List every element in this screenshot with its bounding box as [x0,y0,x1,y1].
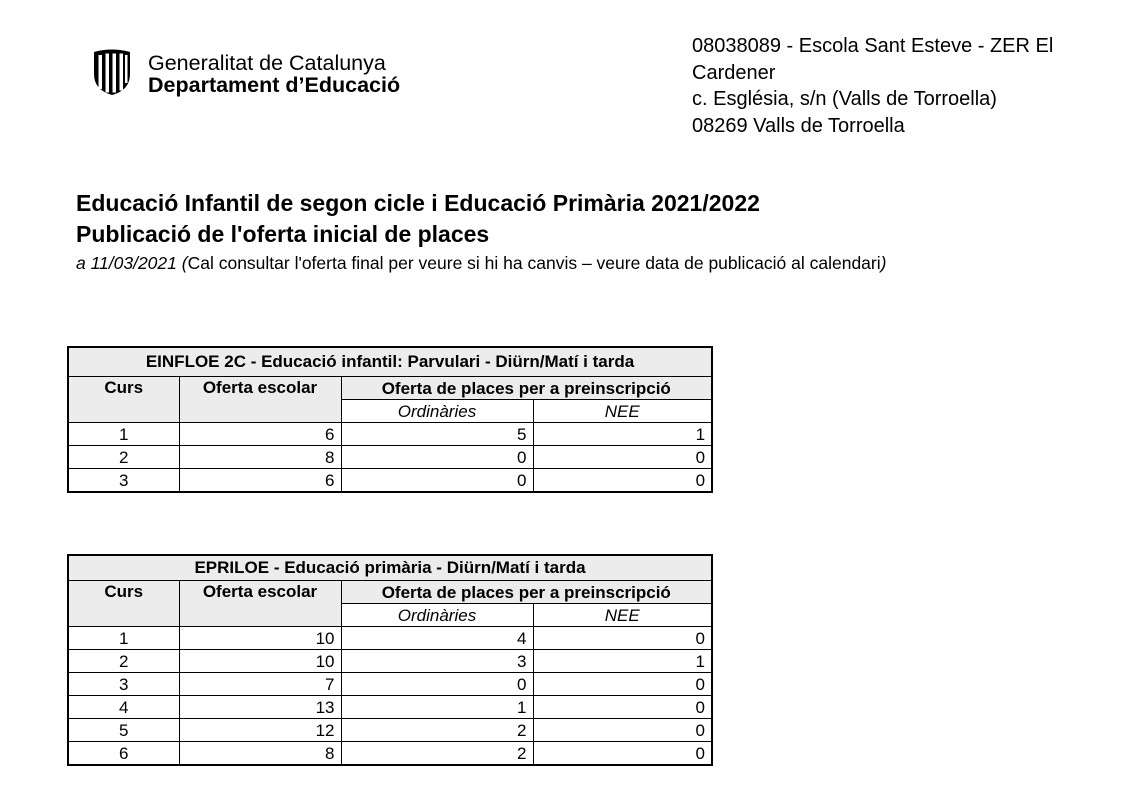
table-row [68,469,712,493]
table-row [68,742,712,766]
cell-nee: 0 [533,673,712,696]
school-name-continued: Cardener [692,61,776,84]
cell-ordinaries: 2 [341,719,533,742]
school-postal: 08269 Valls de Torroella [692,114,905,137]
table-row [68,446,712,469]
cell-ordinaries: 5 [341,423,533,446]
cell-nee: 0 [533,719,712,742]
table-row [68,719,712,742]
note-text: Cal consultar l'oferta final per veure si hi ha canvis – veure data de publicació al calendari [187,253,881,273]
cell-curs: 1 [68,423,179,446]
cell-curs: 3 [68,469,179,493]
col-header-preinscripcio: Oferta de places per a preinscripció [341,377,712,400]
table-row [68,696,712,719]
publication-note [76,251,886,275]
publication-date: a 11/03/2021 [76,253,177,273]
cell-ordinaries: 0 [341,673,533,696]
cell-curs: 2 [68,446,179,469]
cell-nee: 0 [533,742,712,766]
logo-line-departament: Departament d’Educació [148,73,401,97]
col-header-oferta: Oferta escolar [179,581,341,627]
school-code-name: 08038089 - Escola Sant Esteve - ZER El [692,35,1054,57]
col-header-curs: Curs [68,377,179,423]
cell-nee: 0 [533,469,712,493]
cell-oferta: 6 [179,469,341,493]
col-header-oferta: Oferta escolar [179,377,341,423]
document-heading [76,188,886,275]
logo-line-generalitat: Generalitat de Catalunya [148,51,386,75]
table-einfloe [67,346,713,493]
cell-ordinaries: 0 [341,446,533,469]
cell-curs: 5 [68,719,179,742]
cell-oferta: 10 [179,650,341,673]
cell-oferta: 7 [179,673,341,696]
cell-nee: 1 [533,423,712,446]
school-address [692,33,1122,139]
note-paren-open: ( [181,253,188,273]
table-title: EPRILOE - Educació primària - Diürn/Matí i tarda [68,555,712,581]
cell-oferta: 8 [179,446,341,469]
generalitat-emblem-icon [89,48,135,96]
table-epriloe [67,554,713,766]
table-row [68,673,712,696]
cell-curs: 2 [68,650,179,673]
cell-curs: 1 [68,627,179,650]
col-header-ordinaries: Ordinàries [341,400,533,423]
school-street: c. Església, s/n (Valls de Torroella) [692,88,997,110]
document-subtitle: Publicació de l'oferta inicial de places [76,221,490,247]
table-title: EINFLOE 2C - Educació infantil: Parvulari - Diürn/Matí i tarda [68,347,712,377]
col-header-curs: Curs [68,581,179,627]
cell-oferta: 10 [179,627,341,650]
cell-ordinaries: 4 [341,627,533,650]
cell-nee: 0 [533,696,712,719]
cell-oferta: 6 [179,423,341,446]
cell-nee: 0 [533,627,712,650]
note-paren-close: ) [880,253,887,273]
cell-oferta: 8 [179,742,341,766]
table-row [68,423,712,446]
document-title: Educació Infantil de segon cicle i Educació Primària 2021/2022 [76,190,760,216]
cell-ordinaries: 2 [341,742,533,766]
col-header-ordinaries: Ordinàries [341,604,533,627]
cell-ordinaries: 3 [341,650,533,673]
cell-nee: 0 [533,446,712,469]
col-header-nee: NEE [533,400,712,423]
col-header-nee: NEE [533,604,712,627]
cell-curs: 4 [68,696,179,719]
cell-curs: 6 [68,742,179,766]
col-header-preinscripcio: Oferta de places per a preinscripció [341,581,712,604]
cell-ordinaries: 0 [341,469,533,493]
cell-ordinaries: 1 [341,696,533,719]
table-row [68,650,712,673]
cell-curs: 3 [68,673,179,696]
cell-oferta: 12 [179,719,341,742]
cell-nee: 1 [533,650,712,673]
cell-oferta: 13 [179,696,341,719]
table-row [68,627,712,650]
